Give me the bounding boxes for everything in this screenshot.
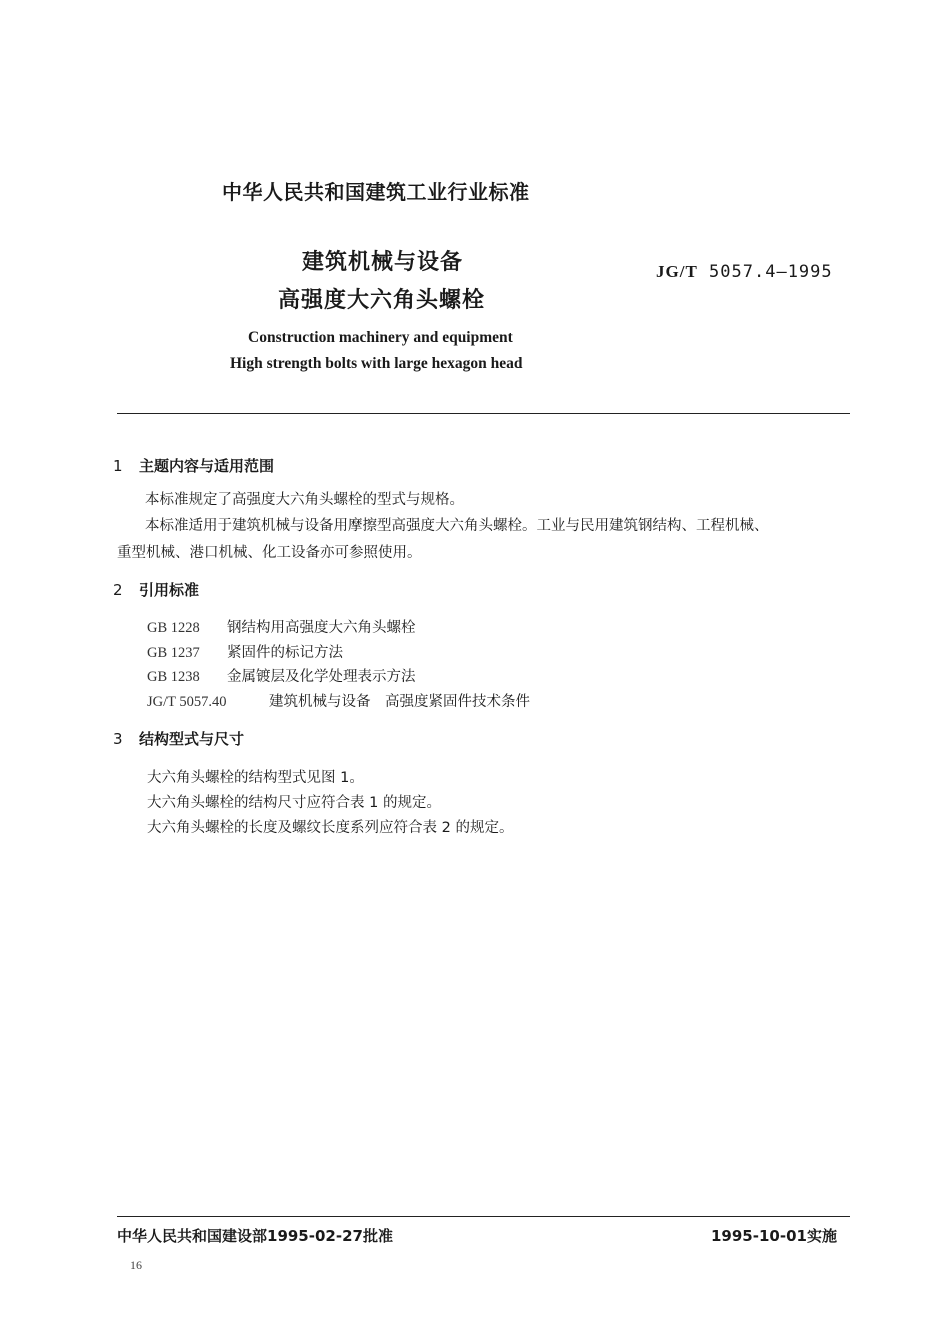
reference-name: 钢结构用高强度大六角头螺栓	[227, 620, 416, 636]
title-cn-line2: 高强度大六角头螺栓	[278, 288, 486, 313]
header-divider	[117, 413, 850, 414]
standard-type-heading: 中华人民共和国建筑工业行业标准	[222, 180, 530, 204]
reference-item	[147, 641, 343, 662]
standard-code-prefix: JG/T	[656, 262, 698, 281]
section-number: 1	[113, 457, 123, 475]
paragraph: 大六角头螺栓的结构尺寸应符合表 1 的规定。	[147, 795, 441, 811]
standard-code	[656, 262, 833, 282]
reference-item	[147, 616, 416, 637]
paragraph: 大六角头螺栓的结构型式见图 1。	[147, 770, 364, 786]
reference-name: 紧固件的标记方法	[227, 645, 343, 661]
paragraph: 本标准适用于建筑机械与设备用摩擦型高强度大六角头螺栓。工业与民用建筑钢结构、工程机械、	[145, 518, 769, 534]
title-cn-line1: 建筑机械与设备	[302, 250, 464, 275]
standard-code-number: 5057.4—1995	[709, 262, 833, 282]
implementation-date: 1995-10-01实施	[711, 1227, 837, 1245]
section-3-heading	[113, 728, 244, 749]
section-number: 2	[113, 581, 123, 599]
reference-item	[147, 665, 416, 686]
section-title: 主题内容与适用范围	[139, 457, 275, 475]
page-number: 16	[130, 1258, 142, 1272]
reference-name: 建筑机械与设备 高强度紧固件技术条件	[269, 694, 530, 710]
reference-code: GB 1238	[147, 669, 200, 685]
section-number: 3	[113, 730, 123, 748]
paragraph-continuation: 重型机械、港口机械、化工设备亦可参照使用。	[117, 545, 422, 561]
reference-code: GB 1228	[147, 620, 200, 636]
section-1-heading	[113, 455, 274, 476]
approval-info: 中华人民共和国建设部1995-02-27批准	[117, 1227, 393, 1245]
title-en-line1: Construction machinery and equipment	[248, 329, 513, 346]
title-en-line2: High strength bolts with large hexagon head	[230, 355, 523, 372]
section-title: 结构型式与尺寸	[139, 730, 245, 748]
paragraph: 本标准规定了高强度大六角头螺栓的型式与规格。	[145, 492, 464, 508]
reference-code: GB 1237	[147, 645, 200, 661]
paragraph: 大六角头螺栓的长度及螺纹长度系列应符合表 2 的规定。	[147, 820, 514, 836]
reference-name: 金属镀层及化学处理表示方法	[227, 669, 416, 685]
reference-item	[147, 690, 530, 711]
reference-code: JG/T 5057.40	[147, 694, 227, 710]
footer-divider	[117, 1216, 850, 1217]
section-title: 引用标准	[139, 581, 200, 599]
section-2-heading	[113, 579, 199, 600]
